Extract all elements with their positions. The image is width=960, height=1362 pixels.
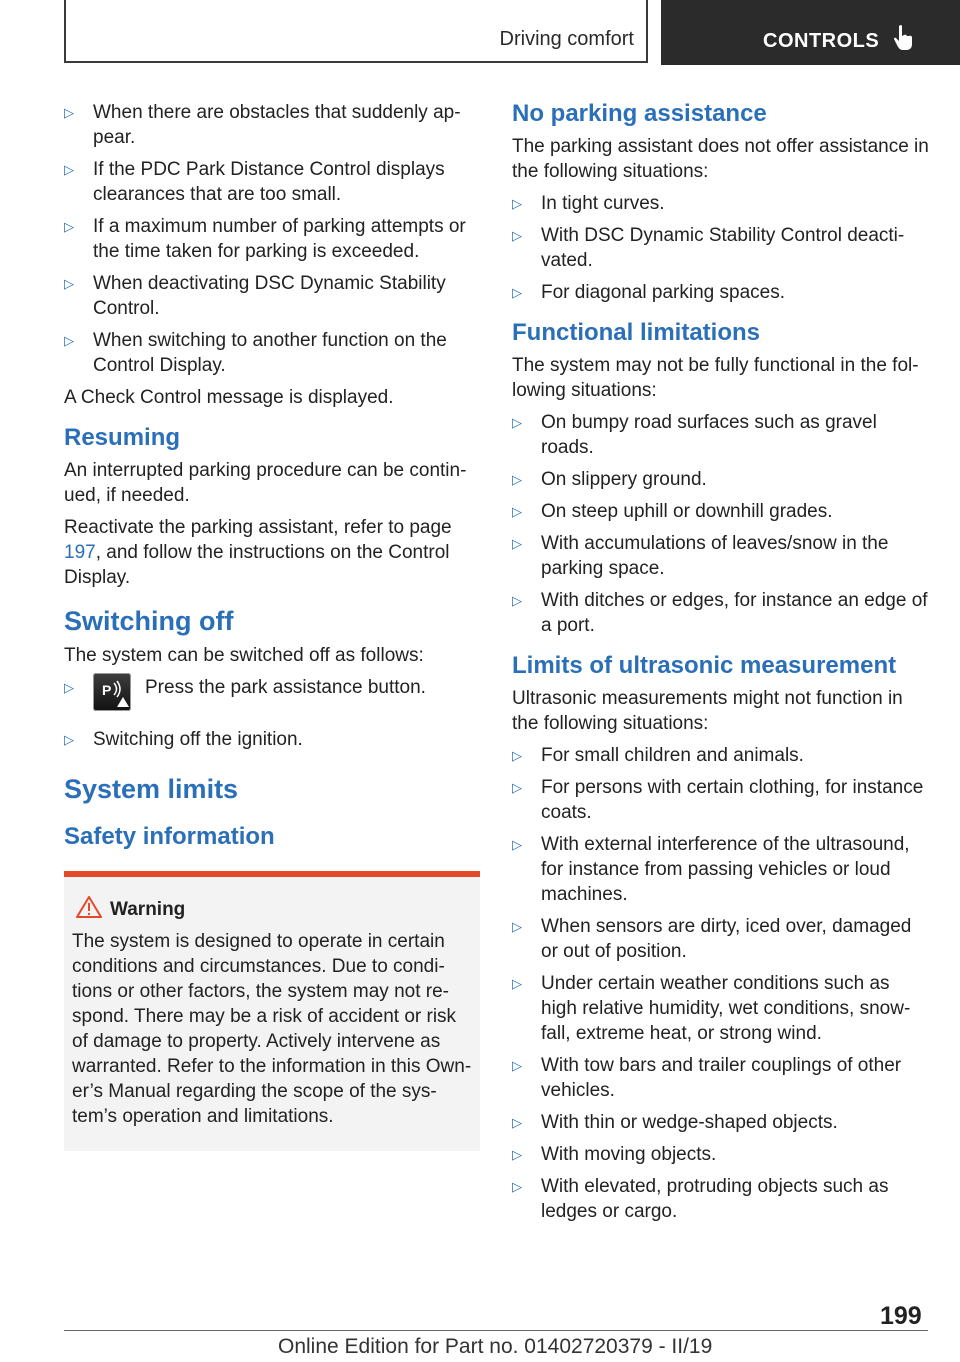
list-item: ▷ Under certain weather conditions such as high relative humidity, wet conditions, snow-fall, extreme heat, or strong wind. — [512, 973, 911, 1044]
svg-text:P: P — [102, 682, 112, 698]
triangle-bullet-icon: ▷ — [512, 415, 522, 430]
functional-limitations-intro: The system may not be fully functional in the fol-lowing situations: — [512, 355, 919, 401]
list-item: ▷ On steep uphill or downhill grades. — [512, 501, 833, 522]
footer-divider — [64, 1330, 928, 1331]
resuming-reference-paragraph: Reactivate the parking assistant, refer to page 197, and follow the instructions on the Control Display. — [64, 517, 452, 588]
no-parking-intro: The parking assistant does not offer assistance in the following situations: — [512, 136, 929, 182]
triangle-bullet-icon: ▷ — [64, 162, 74, 177]
resuming-paragraph: An interrupted parking procedure can be contin-ued, if needed. — [64, 460, 467, 506]
triangle-bullet-icon: ▷ — [512, 196, 522, 211]
triangle-bullet-icon: ▷ — [64, 680, 74, 695]
list-item: ▷ On slippery ground. — [512, 469, 707, 490]
triangle-bullet-icon: ▷ — [512, 837, 522, 852]
list-item: ▷ With moving objects. — [512, 1144, 717, 1165]
list-item: ▷ When switching to another function on the Control Display. — [64, 330, 447, 376]
header-section-box — [64, 0, 648, 63]
left-column — [64, 100, 480, 1151]
system-limits-heading: System limits — [64, 774, 239, 804]
warning-triangle-icon — [76, 896, 102, 918]
list-item: ▷ P Press the park assistance button. — [64, 675, 480, 713]
triangle-bullet-icon: ▷ — [512, 472, 522, 487]
header-section-title: Driving comfort — [499, 28, 634, 50]
triangle-bullet-icon: ▷ — [64, 219, 74, 234]
warning-title: Warning — [110, 899, 472, 921]
list-item: ▷ In tight curves. — [512, 193, 665, 214]
list-item: ▷ With tow bars and trailer couplings of other vehicles. — [512, 1055, 902, 1101]
header-chapter-box — [661, 0, 960, 65]
warning-text: The system is designed to operate in certain conditions and circumstances. Due to condi-tions or other factors, the system may not re-spond. There may be a risk of accident or risk of damage to property. Actively intervene as warranted. Refer to the information in this Own-er’s Manual regarding the scope of the sys-tem’s operation and limitations. — [72, 931, 472, 1127]
list-item: ▷ With thin or wedge-shaped objects. — [512, 1112, 838, 1133]
triangle-bullet-icon: ▷ — [512, 976, 522, 991]
list-item: ▷ When there are obstacles that suddenly ap- pear. — [64, 102, 461, 148]
pointing-hand-icon — [893, 24, 915, 52]
triangle-bullet-icon: ▷ — [64, 105, 74, 120]
switching-off-heading: Switching off — [64, 606, 234, 636]
list-item: ▷ When sensors are dirty, iced over, damaged or out of position. — [512, 916, 912, 962]
list-item: ▷ With ditches or edges, for instance an edge of a port. — [512, 590, 928, 636]
right-column — [512, 100, 930, 1231]
list-item: ▷ If a maximum number of parking attempts or the time taken for parking is exceeded. — [64, 216, 466, 262]
ultrasonic-limits-heading: Limits of ultrasonic measurement — [512, 652, 897, 679]
list-item: ▷ With DSC Dynamic Stability Control deacti-vated. — [512, 225, 905, 271]
triangle-bullet-icon: ▷ — [512, 1058, 522, 1073]
list-item: ▷ With external interference of the ultrasound, for instance from passing vehicles or loud machines. — [512, 834, 910, 905]
triangle-bullet-icon: ▷ — [512, 1147, 522, 1162]
page-number: 199 — [880, 1302, 922, 1330]
functional-limitations-heading: Functional limitations — [512, 319, 761, 346]
list-item: ▷ With elevated, protruding objects such as ledges or cargo. — [512, 1176, 889, 1222]
park-assist-button-icon — [93, 673, 131, 711]
no-parking-heading: No parking assistance — [512, 100, 767, 127]
triangle-bullet-icon: ▷ — [64, 732, 74, 747]
warning-box — [64, 871, 480, 1151]
triangle-bullet-icon: ▷ — [512, 748, 522, 763]
header-chapter-title: CONTROLS — [763, 30, 880, 52]
list-item: ▷ For small children and animals. — [512, 745, 804, 766]
triangle-bullet-icon: ▷ — [512, 919, 522, 934]
list-item: ▷ On bumpy road surfaces such as gravel roads. — [512, 412, 877, 458]
check-control-text: A Check Control message is displayed. — [64, 387, 394, 408]
triangle-bullet-icon: ▷ — [64, 276, 74, 291]
ultrasonic-limits-intro: Ultrasonic measurements might not function in the following situations: — [512, 688, 903, 734]
list-item: ▷ With accumulations of leaves/snow in the parking space. — [512, 533, 889, 579]
triangle-bullet-icon: ▷ — [512, 228, 522, 243]
list-item: ▷ Switching off the ignition. — [64, 729, 303, 750]
triangle-bullet-icon: ▷ — [512, 285, 522, 300]
triangle-bullet-icon: ▷ — [512, 780, 522, 795]
list-item: ▷ For diagonal parking spaces. — [512, 282, 785, 303]
triangle-bullet-icon: ▷ — [512, 1115, 522, 1130]
list-item: ▷ For persons with certain clothing, for instance coats. — [512, 777, 924, 823]
switching-off-intro: The system can be switched off as follows: — [64, 645, 424, 666]
triangle-bullet-icon: ▷ — [512, 593, 522, 608]
triangle-bullet-icon: ▷ — [512, 536, 522, 551]
footer-edition-text: Online Edition for Part no. 01402720379 - II/19 — [278, 1335, 713, 1358]
list-item: ▷ When deactivating DSC Dynamic Stability Control. — [64, 273, 446, 319]
list-item: ▷ If the PDC Park Distance Control displays clearances that are too small. — [64, 159, 445, 205]
triangle-bullet-icon: ▷ — [64, 333, 74, 348]
triangle-bullet-icon: ▷ — [512, 504, 522, 519]
resuming-heading: Resuming — [64, 424, 181, 451]
triangle-bullet-icon: ▷ — [512, 1179, 522, 1194]
page-reference-link[interactable]: 197 — [64, 542, 96, 563]
safety-info-heading: Safety information — [64, 823, 275, 850]
